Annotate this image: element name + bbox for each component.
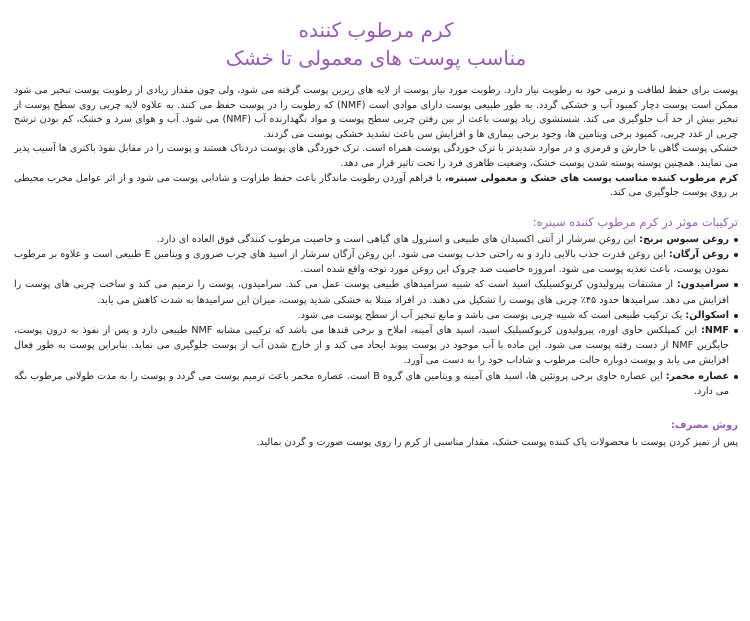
- ingredient-description: از مشتقات پیرولیدون کربوکسیلیک اسید است که شبیه سرامیدهای طبیعی پوست عمل می کند. سرامیدون، پوست را ترمیم می کند و ساخت چربی های پوست را افزایش می دهد. سرامیدها حدود ۴۵٪ چربی های پوست را تشکیل می دهند. در افراد مبتلا به خشکی شدید پوست، میزان این سرامیدها به شدت کاهش می یابد.: [14, 279, 729, 306]
- list-item: [14, 323, 738, 369]
- intro-section: [14, 84, 738, 201]
- ingredient-name: روغن سبوس برنج:: [639, 233, 729, 245]
- list-item: [14, 308, 738, 323]
- ingredient-description: این روغن قدرت جذب بالایی دارد و به راحتی جذب پوست می شود. این روغن آرگان سرشار از اسید های چرب ضروری و ویتامین E طبیعی است و علاوه بر مرطوب نمودن پوست، باعث تغذیه پوست می شود. امروزه خاصیت ضد چروک این روغن مورد توجه واقع شده است.: [14, 248, 729, 276]
- ingredient-name: NMF:: [701, 324, 729, 336]
- intro-paragraph-1: پوست برای حفظ لطافت و نرمی خود به رطوبت نیاز دارد. رطوبت مورد نیاز پوست از لایه های زیرین پوست گرفته می شود، ولی چون مقدار زیادی از رطوبت پوست تبخیر می شود ممکن است پوست دچار کمبود آب و خشکی گردد. به طور طبیعی پوست دارای موادی است (NMF) که رطوبت را در پوست حفظ می کنند. به علاوه لایه چربی روی سطح پوست از تبخیر بیش از حد آب جلوگیری می کند. شستشوی زیاد پوست باعث از بین رفتن چربی سطح پوست و مواد نگهدارنده آب (NMF) می شود. آب و هوای سرد و خشک، کم بودن ترشح چربی از غدد چربی، کمبود برخی ویتامین ها، وجود برخی بیماری ها و افزایش سن باعث تشدید خشکی پوست می گردند.: [14, 85, 738, 140]
- usage-heading: روش مصرف:: [670, 419, 738, 431]
- intro-paragraph-3-text: با فراهم آوردن رطوبت ماندگار باعث حفظ طراوت و شادابی پوست می شود و از اثر عوامل مخرب محیطی بر روی پوست جلوگیری می کند.: [14, 172, 738, 199]
- ingredient-description: یک ترکیب طبیعی است که شبیه چربی پوست می باشد و مانع تبخیر آب از سطح پوست می شود.: [297, 309, 686, 321]
- ingredient-description: این روغن سرشار از آنتی اکسیدان های طبیعی و استرول های گیاهی است و خاصیت مرطوب کنندگی فوق العاده ای دارد.: [156, 233, 640, 245]
- ingredient-description: این کمپلکس حاوی اوره، پیرولیدون کربوکسیلیک اسید، اسید های آمینه، املاح و برخی قندها می باشد که ترکیبی مشابه NMF طبیعی دارد و پس از نفوذ به درون پوست، جایگزین NMF از دست رفته پوست می شود. این ماده با آب موجود در پوست پیوند ایجاد می کند و از خارج شدن آب از پوست جلوگیری می نماید. بنابراین پوست به طور فعال افزایش می یابد و پوست دوباره حالت مرطوب و شاداب خود را به دست می آورد.: [14, 324, 729, 367]
- page-subtitle: مناسب پوست های معمولی تا خشک: [225, 46, 527, 70]
- intro-paragraph-2: خشکی پوست گاهی با خارش و قرمزی و در موارد شدیدتر با ترک خوردگی پوست همراه است. ترک خوردگی های پوست دردناک هستند و پوست را در مقابل نفوذ باکتری ها آسیب پذیر می نمایند. همچنین پوسته پوسته شدن پوست خشک، وضعیت ظاهری فرد را تحت تاثیر قرار می دهد.: [14, 143, 738, 169]
- list-item: [14, 232, 738, 247]
- page-title: کرم مرطوب کننده: [298, 18, 454, 42]
- list-item: [14, 247, 738, 277]
- ingredient-name: سرامیدون:: [676, 279, 729, 291]
- intro-paragraph-3: [14, 172, 738, 201]
- list-item: [14, 369, 738, 399]
- ingredient-name: اسکوالن:: [685, 309, 729, 321]
- product-name-highlight: کرم مرطوب کننده مناسب پوست های خشک و معمولی سینره،: [444, 172, 738, 184]
- ingredients-heading: ترکیبات موثر در کرم مرطوب کننده سینره:: [532, 214, 738, 229]
- ingredient-name: عصاره مخمر:: [665, 370, 729, 382]
- list-item: [14, 277, 738, 307]
- ingredient-name: روغن آرگان:: [668, 248, 730, 260]
- usage-text: پس از تمیز کردن پوست با محصولات پاک کننده پوست خشک، مقدار مناسبی از کرم را روی پوست صورت و گردن بمالید.: [256, 436, 738, 448]
- ingredients-list: [14, 232, 738, 399]
- ingredient-description: این عصاره حاوی برخی پروتئین ها، اسید های آمینه و ویتامین های گروه B است. عصاره مخمر باعث ترمیم پوست می گردد و پوست را به مدت طولانی مرطوب نگه می دارد.: [14, 370, 729, 397]
